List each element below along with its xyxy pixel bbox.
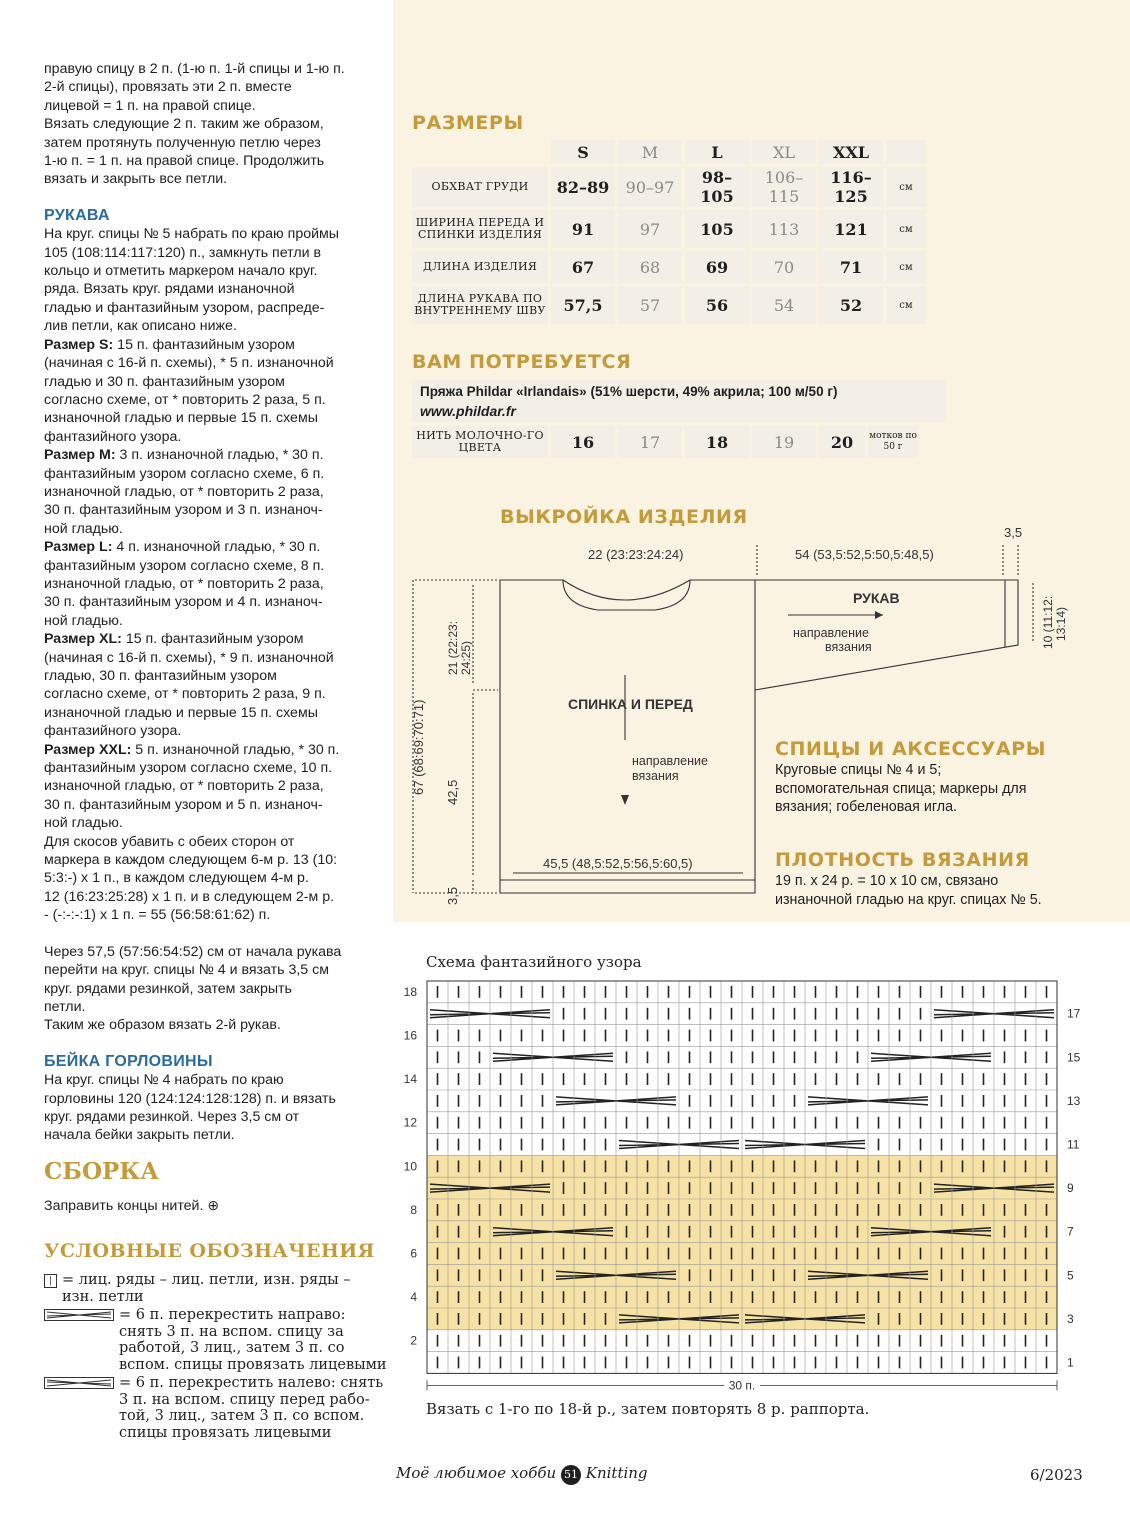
knit-stitch-icon: | [44, 1274, 57, 1288]
neck-width-label: 22 (23:23:24:24) [588, 547, 684, 562]
table-row: НИТЬ МОЛОЧНО-ГО ЦВЕТА 16 17 18 19 20 мотков по 50 г [412, 426, 918, 458]
text-line: Через 57,5 (57:56:54:52) см от начала рукава [44, 943, 342, 960]
text-line: согласно схеме, от * повторить 2 раза, 9 п. [44, 686, 326, 703]
total-length-label: 67 (68:69:70:71) [411, 699, 426, 795]
size-header: S [551, 140, 615, 164]
text-line: начала бейки закрыть петли. [44, 1127, 235, 1144]
text-line: гладью и фантазийным узором, распреде- [44, 299, 325, 316]
size-xxl-text: Размер XXL: 5 п. изнаночной гладью, * 30 п. фантазийным узором согласно схеме, 10 п. изнаночной гладью, от * повторить 2 раза, 30 п. фантазийным узором и 5 п. изнаноч- ной гладью. Для скосов убавить с обеих сторон от маркера в каждом следующем 6-м р. 13 (10: 5:3:-) х 1 п., в каждом следующем 4-м р. 12 (16:23:25:28) х 1 п. и в следующем 2-м р. - (-:-:-:1) х 1 п. = 55 (56:58:61:62) п. [44, 741, 340, 924]
materials-table [409, 423, 921, 461]
row-number: 14 [403, 1072, 417, 1087]
table-row: ОБХВАТ ГРУДИ 82–89 90–97 98–105 106–115 116–125 см [412, 167, 926, 207]
row-number: 16 [403, 1028, 417, 1043]
text-line: На круг. спицы № 5 набрать по краю проймы [44, 226, 339, 243]
legend-item-cross-right: = 6 п. перекрестить направо: снять 3 п. на вспом. спицу за работой, 3 лиц., затем 3 п. со вспом. спицы провязать лицевыми [44, 1307, 404, 1373]
stitch-chart [395, 975, 1095, 1395]
page-number: 51 [561, 1465, 581, 1485]
text-line: 15 п. фантазийным узором [113, 336, 295, 353]
size-m-text: Размер M: 3 п. изнаночной гладью, * 30 п. фантазийным узором согласно схеме, 6 п. изнаночной гладью, от * повторить 2 раза, 30 п. фантазийным узором и 3 п. изнаноч- ной гладью. [44, 447, 325, 537]
row-number: 9 [1067, 1181, 1074, 1196]
text-line: фантазийным узором согласно схеме, 10 п. [44, 760, 333, 777]
cuff-width-label: 10 (11:12: [1041, 595, 1055, 649]
pattern-heading: ВЫКРОЙКА ИЗДЕЛИЯ [500, 506, 748, 528]
intro-text [44, 60, 382, 189]
text-line: ной гладью. [44, 815, 123, 832]
table-row: ДЛИНА ИЗДЕЛИЯ 67 68 69 70 71 см [412, 251, 926, 283]
neck-text [44, 1071, 382, 1145]
text-line: фантазийным узором согласно схеме, 6 п. [44, 465, 325, 482]
text-line: ной гладью. [44, 612, 123, 629]
size-s-text: Размер S: 15 п. фантазийным узором (начиная с 16-й п. схемы), * 5 п. изнаночной гладью и 30 п. фантазийным узором согласно схеме, от * повторить 2 раза, 5 п. изнаночной гладью и первые 15 п. схемы фантазийного узора. [44, 336, 334, 445]
text-line: 30 п. фантазийным узором и 4 п. изнаноч- [44, 594, 323, 611]
text-line: (начиная с 16-й п. схемы), * 9 п. изнаночной [44, 649, 334, 666]
row-number: 12 [403, 1115, 417, 1130]
row-number: 11 [1067, 1137, 1080, 1152]
sizes-heading: РАЗМЕРЫ [412, 112, 524, 134]
body-direction: направление [632, 754, 708, 768]
text-line: 5 п. изнаночной гладью, * 30 п. [131, 741, 340, 758]
text-line: вязать и закрыть все петли. [44, 171, 228, 188]
text-line: ряда. Вязать круг. рядами изнаночной [44, 281, 295, 298]
footer-magazine: Моё любимое хобби 51 Knitting [396, 1464, 648, 1485]
text-line: 5:3:-) х 1 п., в каждом следующем 4-м р. [44, 870, 309, 887]
row-number: 17 [1067, 1006, 1081, 1021]
legend-item-knit: | = лиц. ряды – лиц. петли, изн. ряды – изн. петли [44, 1272, 404, 1305]
sleeve-label: РУКАВ [853, 590, 900, 606]
size-header: M [618, 140, 682, 164]
text-line: фантазийного узора. [44, 428, 182, 445]
row-number: 2 [410, 1333, 417, 1348]
text-line: петли. [44, 998, 86, 1015]
instructions-column [44, 60, 382, 1260]
footer-issue: 6/2023 [1030, 1466, 1083, 1484]
text-line: перейти на круг. спицы № 4 и вязать 3,5 см [44, 962, 329, 979]
body-outline [500, 580, 755, 893]
yarn-text: Пряжа Phildar «Irlandais» (51% шерсти, 49% акрила; 100 м/50 г) [420, 384, 838, 399]
text-line: горловины 120 (124:124:128:128) п. и вязать [44, 1090, 336, 1107]
text-line: (начиная с 16-й п. схемы), * 5 п. изнаночной [44, 355, 334, 372]
table-row: ШИРИНА ПЕРЕДА И СПИНКИ ИЗДЕЛИЯ 91 97 105 113 121 см [412, 210, 926, 248]
armhole-label: 21 (22:23: [446, 620, 460, 675]
text-line: фантазийного узора. [44, 723, 182, 740]
gauge-heading: ПЛОТНОСТЬ ВЯЗАНИЯ [775, 849, 1030, 871]
width-label: 45,5 (48,5:52,5:56,5:60,5) [543, 856, 693, 871]
needles-heading: СПИЦЫ И АКСЕССУАРЫ [775, 738, 1047, 760]
size-xl-text: Размер XL: 15 п. фантазийным узором (начиная с 16-й п. схемы), * 9 п. изнаночной гладью, 30 п. фантазийным узором согласно схеме, от * повторить 2 раза, 9 п. изнаночной гладью и первые 15 п. схемы фантазийного узора. [44, 631, 334, 740]
text-line: правую спицу в 2 п. (1-ю п. 1-й спицы и 1-ю п. [44, 61, 345, 77]
row-number: 10 [403, 1159, 417, 1174]
needles-text: Круговые спицы № 4 и 5; вспомогательная спица; маркеры для вязания; гобеленовая игла. [775, 762, 1027, 815]
svg-text:13:14): 13:14) [1054, 606, 1068, 641]
text-line: Таким же образом вязать 2-й рукав. [44, 1017, 281, 1034]
assembly-text: Заправить концы нитей. ⊕ [44, 1198, 220, 1215]
row-number: 1 [1067, 1355, 1074, 1370]
text-line: гладью, 30 п. фантазийным узором [44, 668, 277, 684]
text-line: изнаночной гладью и первые 15 п. схемы [44, 704, 318, 721]
svg-text:вязания: вязания [825, 640, 872, 654]
materials-table-wrap [409, 423, 921, 461]
text-line: круг. рядами резинкой. Через 3,5 см от [44, 1108, 300, 1125]
row-number: 6 [410, 1246, 417, 1261]
text-line: круг. рядами резинкой, затем закрыть [44, 980, 292, 997]
text-line: 30 п. фантазийным узором и 5 п. изнаноч- [44, 796, 323, 813]
text-line: изнаночной гладью, от * повторить 2 раза, [44, 778, 324, 795]
text-line: 4 п. изнаночной гладью, * 30 п. [112, 539, 321, 556]
cross-right-icon [44, 1309, 114, 1321]
text-line: лив петли, как описано ниже. [44, 318, 237, 335]
text-line: 12 (16:23:25:28) х 1 п. и в следующем 2-м р. [44, 888, 335, 905]
text-line: гладью и 30 п. фантазийным узором [44, 373, 285, 390]
gauge-text: 19 п. х 24 р. = 10 х 10 см, связано изнаночной гладью на круг. спицах № 5. [775, 873, 1042, 908]
text-line: изнаночной гладью, от * повторить 2 раза, [44, 575, 324, 592]
row-number: 13 [1067, 1093, 1081, 1108]
text-line: 2-й спицы), провязать эти 2 п. вместе [44, 79, 292, 96]
after-text [44, 943, 382, 1035]
text-line: 105 (108:114:117:120) п., замкнуть петли в [44, 244, 322, 261]
neckline [563, 580, 690, 610]
text-line: ной гладью. [44, 520, 123, 537]
row-number: 5 [1067, 1268, 1074, 1283]
chart-title: Схема фантазийного узора [426, 953, 642, 971]
table-row: ДЛИНА РУКАВА ПО ВНУТРЕННЕМУ ШВУ 57,5 57 56 54 52 см [412, 286, 926, 324]
row-number: 4 [410, 1290, 417, 1305]
body-label: СПИНКА И ПЕРЕД [568, 696, 693, 712]
yarn-box [412, 380, 946, 422]
yarn-url: www.phildar.fr [420, 403, 516, 419]
legend-item-cross-left: = 6 п. перекрестить налево: снять 3 п. на вспом. спицу перед рабо- той, 3 лиц., затем 3 п. со вспом. спицы провязать лицевыми [44, 1375, 404, 1441]
text-line: фантазийным узором согласно схеме, 8 п. [44, 557, 325, 574]
stitch-count: 30 п. [728, 1378, 756, 1393]
chart-note: Вязать с 1-го по 18-й р., затем повторять 8 р. раппорта. [426, 1400, 870, 1418]
sleeves-text [44, 225, 382, 335]
text-line: кольцо и отметить маркером начало круг. [44, 263, 318, 280]
row-number: 18 [403, 984, 417, 999]
sleeve-length-label: 54 (53,5:52,5:50,5:48,5) [795, 547, 934, 562]
size-header: L [685, 140, 749, 164]
text-line: Вязать следующие 2 п. таким же образом, [44, 116, 324, 133]
materials-heading: ВАМ ПОТРЕБУЕТСЯ [412, 351, 632, 373]
end-mark-icon: ⊕ [207, 1198, 220, 1215]
cuff-label: 3,5 [1004, 525, 1023, 540]
text-line: 1-ю п. = 1 п. на правой спице. Продолжить [44, 153, 325, 170]
text-line: маркера в каждом следующем 6-м р. 13 (10: [44, 852, 338, 869]
text-line: На круг. спицы № 4 набрать по краю [44, 1072, 284, 1089]
lower-label: 42,5 [445, 779, 460, 805]
size-l-text: Размер L: 4 п. изнаночной гладью, * 30 п. фантазийным узором согласно схеме, 8 п. изнаночной гладью, от * повторить 2 раза, 30 п. фантазийным узором и 4 п. изнаноч- ной гладью. [44, 539, 325, 629]
svg-text:вязания: вязания [632, 769, 679, 783]
text-line: изнаночной гладью, от * повторить 2 раза, [44, 483, 324, 500]
text-line: Для скосов убавить с обеих сторон от [44, 833, 295, 850]
row-number: 3 [1067, 1311, 1074, 1326]
text-line: - (-:-:-:1) х 1 п. = 55 (56:58:61:62) п. [44, 907, 271, 924]
sleeve-direction: направление [793, 626, 869, 640]
text-line: согласно схеме, от * повторить 2 раза, 5 п. [44, 391, 326, 408]
text-line: затем протянуть полученную петлю через [44, 134, 321, 151]
row-number: 8 [410, 1202, 417, 1217]
size-header: XXL [819, 140, 883, 164]
text-line: 30 п. фантазийным узором и 3 п. изнаноч- [44, 502, 323, 519]
legend-heading: УСЛОВНЫЕ ОБОЗНАЧЕНИЯ [44, 1239, 375, 1262]
size-header: XL [752, 140, 816, 164]
text-line: изнаночной гладью и первые 15 п. схемы [44, 410, 318, 427]
row-number: 15 [1067, 1050, 1081, 1065]
text-line: лицевой = 1 п. на правой спице. [44, 97, 256, 114]
legend [44, 1272, 404, 1441]
rib-label: 3,5 [445, 886, 460, 905]
cross-left-icon [44, 1377, 114, 1389]
sleeves-heading: РУКАВА [44, 206, 110, 224]
text-line: 3 п. изнаночной гладью, * 30 п. [115, 447, 324, 464]
sizes-table-wrap [409, 137, 929, 327]
svg-text:24:25): 24:25) [459, 640, 473, 675]
assembly-heading: СБОРКА [44, 1157, 159, 1185]
neck-heading: БЕЙКА ГОРЛОВИНЫ [44, 1052, 213, 1070]
sizes-table [409, 137, 929, 327]
text-line: 15 п. фантазийным узором [121, 631, 304, 648]
row-number: 7 [1067, 1224, 1074, 1239]
